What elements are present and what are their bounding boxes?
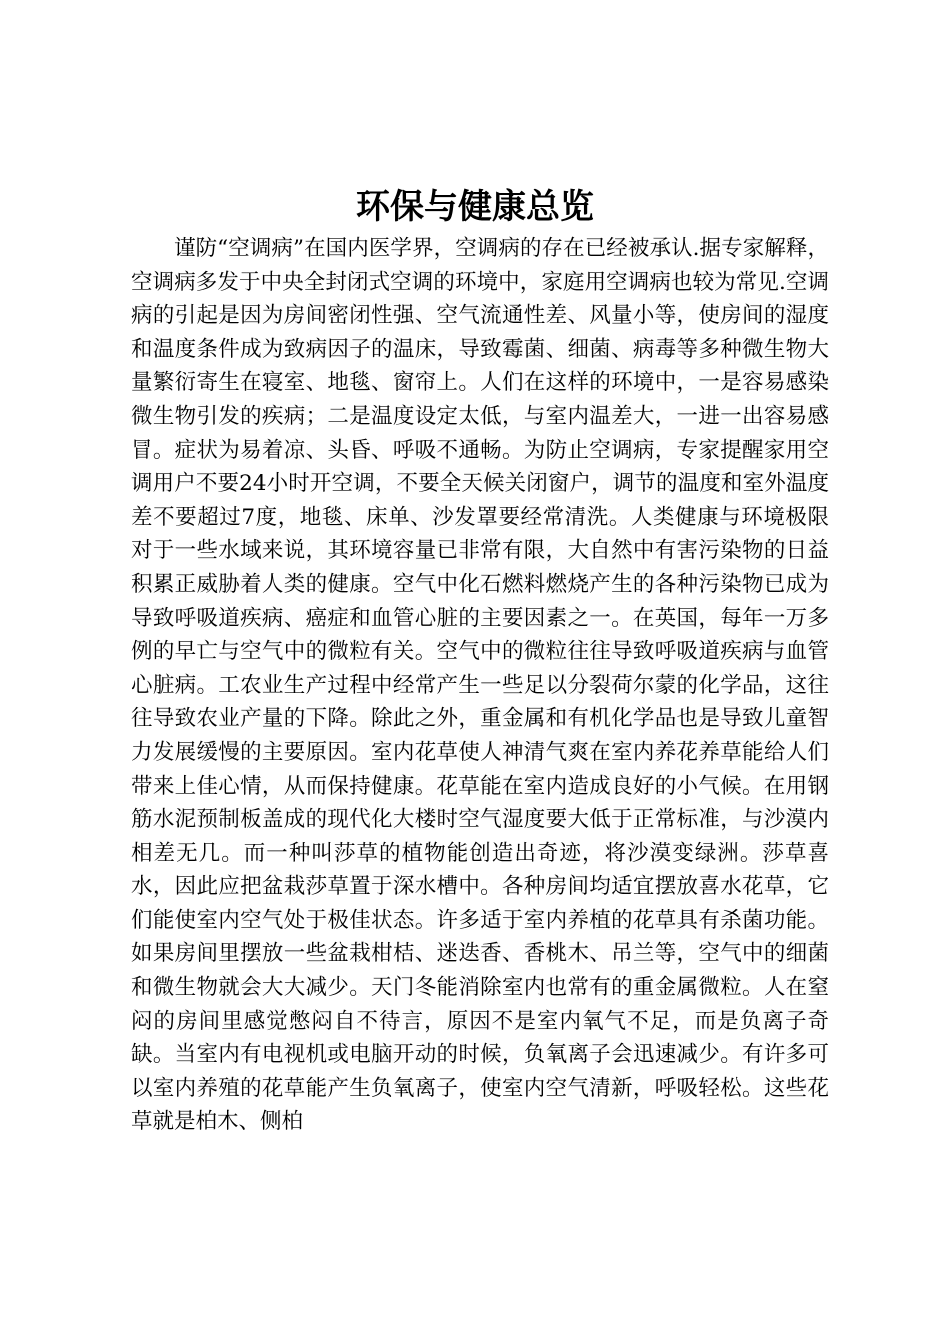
body-paragraph: 谨防“空调病”在国内医学界，空调病的存在已经被承认.据专家解释，空调病多发于中央全封闭式空调的环境中，家庭用空调病也较为常见.空调病的引起是因为房间密闭性强、空气流通性差、风量小等，使房间的湿度和温度条件成为致病因子的温床，导致霉菌、细菌、病毒等多种微生物大量繁衍寄生在寝室、地毯、窗帘上。人们在这样的环境中，一是容易感染微生物引发的疾病；二是温度设定太低，与室内温差大，一进一出容易感冒。症状为易着凉、头昏、呼吸不通畅。为防止空调病，专家提醒家用空调用户不要24小时开空调，不要全天候关闭窗户，调节的温度和室外温度差不要超过7度，地毯、床单、沙发罩要经常清洗。人类健康与环境极限对于一些水域来说，其环境容量已非常有限，大自然中有害污染物的日益积累正威胁着人类的健康。空气中化石燃料燃烧产生的各种污染物已成为导致呼吸道疾病、癌症和血管心脏的主要因素之一。在英国，每年一万多例的早亡与空气中的微粒有关。空气中的微粒往往导致呼吸道疾病与血管心脏病。工农业生产过程中经常产生一些足以分裂荷尔蒙的化学品，这往往导致农业产量的下降。除此之外，重金属和有机化学品也是导致儿童智力发展缓慢的主要原因。室内花草使人神清气爽在室内养花养草能给人们带来上佳心情，从而保持健康。花草能在室内造成良好的小气候。在用钢筋水泥预制板盖成的现代化大楼时空气湿度要大低于正常标准，与沙漠内相差无几。而一种叫莎草的植物能创造出奇迹，将沙漠变绿洲。莎草喜水，因此应把盆栽莎草置于深水槽中。各种房间均适宜摆放喜水花草，它们能使室内空气处于极佳状态。许多适于室内养植的花草具有杀菌功能。如果房间里摆放一些盆栽柑桔、迷迭香、香桃木、吊兰等，空气中的细菌和微生物就会大大减少。天门冬能消除室内也常有的重金属微粒。人在窒闷的房间里感觉憋闷自不待言，原因不是室内氧气不足，而是负离子奇缺。当室内有电视机或电脑开动的时候，负氧离子会迅速减少。有许多可以室内养殖的花草能产生负氧离子，使室内空气清新，呼吸轻松。这些花草就是柏木、侧柏 <box>131 236 829 1135</box>
document-title: 环保与健康总览 <box>356 187 594 227</box>
